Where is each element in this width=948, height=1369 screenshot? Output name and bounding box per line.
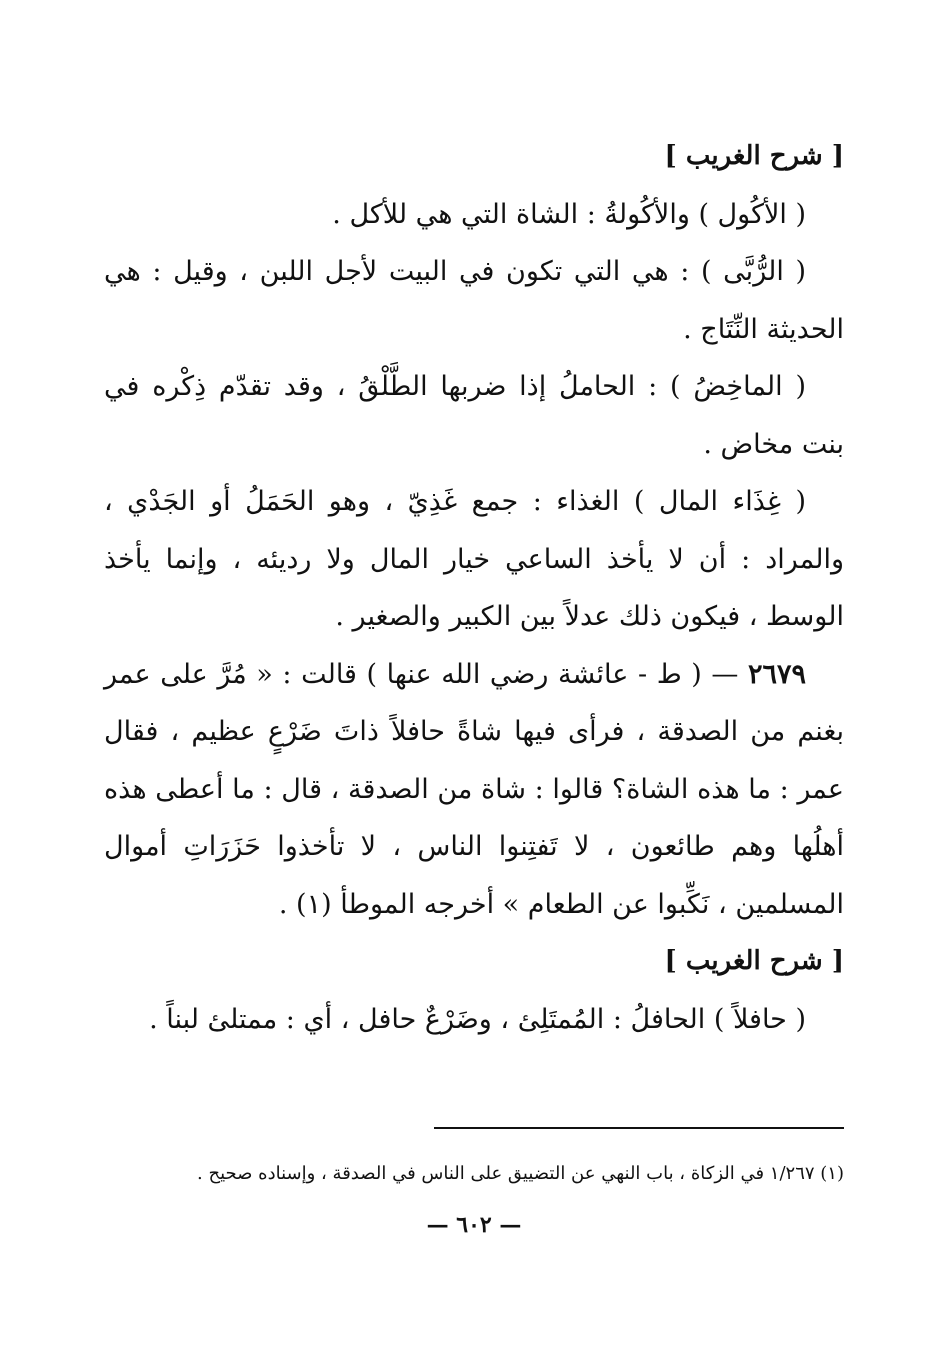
hadith-dash: — [701, 658, 748, 690]
paragraph: ( الماخِضُ ) : الحاملُ إذا ضربها الطَّلْقُ ، وقد تقدّم ذِكْره في بنت مخاض . [104, 371, 844, 460]
section-heading: [ شرح الغريب ] [664, 141, 844, 171]
section-heading: [ شرح الغريب ] [664, 946, 844, 976]
paragraph: ( حافلاً ) الحافلُ : المُمتَلِئ ، وضَرْعٌ حافل ، أي : ممتلئ لبناً . [149, 1003, 806, 1035]
page-number: — ٦٠٢ — [426, 1212, 522, 1238]
hadith-text: ( ط - عائشة رضي الله عنها ) قالت : « مُرَّ على عمر بغنم من الصدقة ، فرأى فيها شاةً حافلاً ذاتَ ضَرْعٍ عظيم ، فقال عمر : ما هذه الشاة؟ قالوا : شاة من الصدقة ، قال : ما أعطى هذه أهلُها وهم طائعون ، لا تَفتِنوا الناس ، لا تأخذوا حَزَرَاتِ أموال المسلمين ، نَكِّبوا عن الطعام » أخرجه الموطأ (١) . [104, 658, 844, 920]
paragraph: ( الرُّبَّى ) : هي التي تكون في البيت لأجل اللبن ، وقيل : هي الحديثة النِّتَاج . [104, 256, 844, 345]
footnote: (١) ١/٢٦٧ في الزكاة ، باب النهي عن التضييق على الناس في الصدقة ، وإسناده صحيح . [197, 1163, 844, 1184]
main-text [104, 128, 844, 1048]
hadith-number: ٢٦٧٩ [747, 658, 806, 690]
hadith-paragraph [104, 646, 844, 934]
footnote-divider [434, 1127, 844, 1129]
paragraph: ( الأكُول ) والأكُولةُ : الشاة التي هي للأكل . [332, 198, 806, 230]
paragraph: ( غِذَاء المال ) الغذاء : جمع غَذِيّ ، وهو الحَمَلُ أو الجَدْي ، والمراد : أن لا يأخذ الساعي خيار المال ولا رديئه ، وإنما يأخذ الوسط ، فيكون ذلك عدلاً بين الكبير والصغير . [104, 486, 844, 632]
